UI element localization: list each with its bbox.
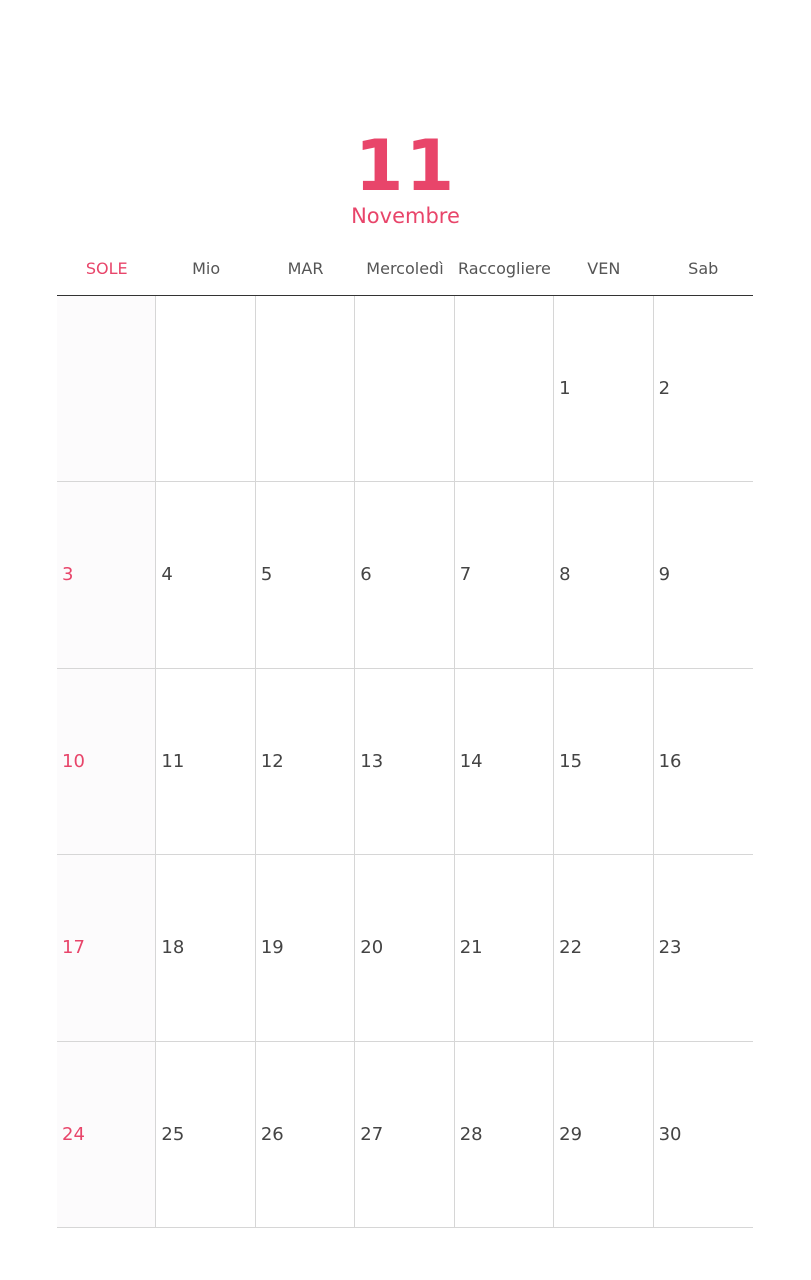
day-number: 8 [559, 564, 571, 586]
day-number: 4 [161, 564, 173, 586]
month-number: 11 [354, 125, 457, 207]
calendar-grid [57, 296, 753, 1228]
day-number: 18 [161, 937, 185, 959]
day-cell [554, 296, 653, 482]
day-cell [156, 296, 255, 482]
day-cell [554, 1042, 653, 1228]
day-cell [57, 855, 156, 1041]
day-cell [455, 855, 554, 1041]
day-number: 27 [360, 1123, 384, 1145]
day-cell [256, 669, 355, 855]
weekday-tuesday: MAR [287, 259, 324, 278]
day-cell [256, 855, 355, 1041]
day-cell [156, 482, 255, 668]
day-number: 22 [559, 937, 583, 959]
day-number: 14 [459, 750, 483, 772]
day-cell [57, 1042, 156, 1228]
day-number: 24 [62, 1123, 85, 1145]
day-cell [57, 669, 156, 855]
day-number: 7 [459, 564, 472, 586]
day-cell [355, 669, 454, 855]
weekday-thursday: Raccogliere [457, 259, 551, 278]
day-cell [355, 482, 454, 668]
day-cell [654, 482, 753, 668]
day-number: 13 [360, 750, 384, 772]
weekday-saturday: Sab [688, 259, 719, 278]
day-number: 29 [559, 1123, 583, 1145]
day-number: 12 [260, 750, 284, 772]
day-cell [355, 855, 454, 1041]
day-cell [654, 1042, 753, 1228]
weekday-wednesday: Mercoledì [366, 259, 444, 278]
day-number: 30 [658, 1123, 682, 1145]
day-cell [554, 669, 653, 855]
day-number: 26 [260, 1123, 284, 1145]
day-cell [654, 669, 753, 855]
day-number: 23 [658, 937, 682, 959]
day-number: 10 [62, 750, 85, 772]
day-cell [156, 855, 255, 1041]
day-number: 11 [161, 750, 185, 772]
day-cell [156, 669, 255, 855]
day-cell [554, 482, 653, 668]
weekday-monday: Mio [192, 259, 221, 278]
day-cell [554, 855, 653, 1041]
day-number: 28 [459, 1123, 483, 1145]
weekday-sunday: SOLE [85, 259, 128, 278]
day-cell [256, 1042, 355, 1228]
day-number: 20 [360, 937, 384, 959]
day-cell [57, 482, 156, 668]
day-number: 3 [62, 564, 74, 586]
day-cell [654, 855, 753, 1041]
day-cell [355, 1042, 454, 1228]
day-cell [57, 296, 156, 482]
month-name: Novembre [351, 204, 460, 228]
day-number: 5 [260, 564, 273, 586]
day-number: 21 [459, 937, 483, 959]
day-number: 1 [559, 378, 571, 399]
day-number: 2 [658, 378, 671, 399]
day-number: 15 [559, 750, 583, 772]
day-number: 17 [62, 937, 85, 959]
weekday-header-row [57, 254, 753, 284]
day-cell [455, 1042, 554, 1228]
day-number: 19 [260, 937, 284, 959]
day-cell [455, 482, 554, 668]
day-number: 16 [658, 750, 682, 772]
day-cell [654, 296, 753, 482]
day-cell [256, 482, 355, 668]
day-cell [355, 296, 454, 482]
day-number: 9 [658, 564, 671, 586]
day-number: 25 [161, 1123, 185, 1145]
day-cell [455, 296, 554, 482]
weekday-friday: VEN [587, 259, 621, 278]
day-cell [156, 1042, 255, 1228]
day-cell [256, 296, 355, 482]
day-cell [455, 669, 554, 855]
day-number: 6 [360, 564, 372, 586]
